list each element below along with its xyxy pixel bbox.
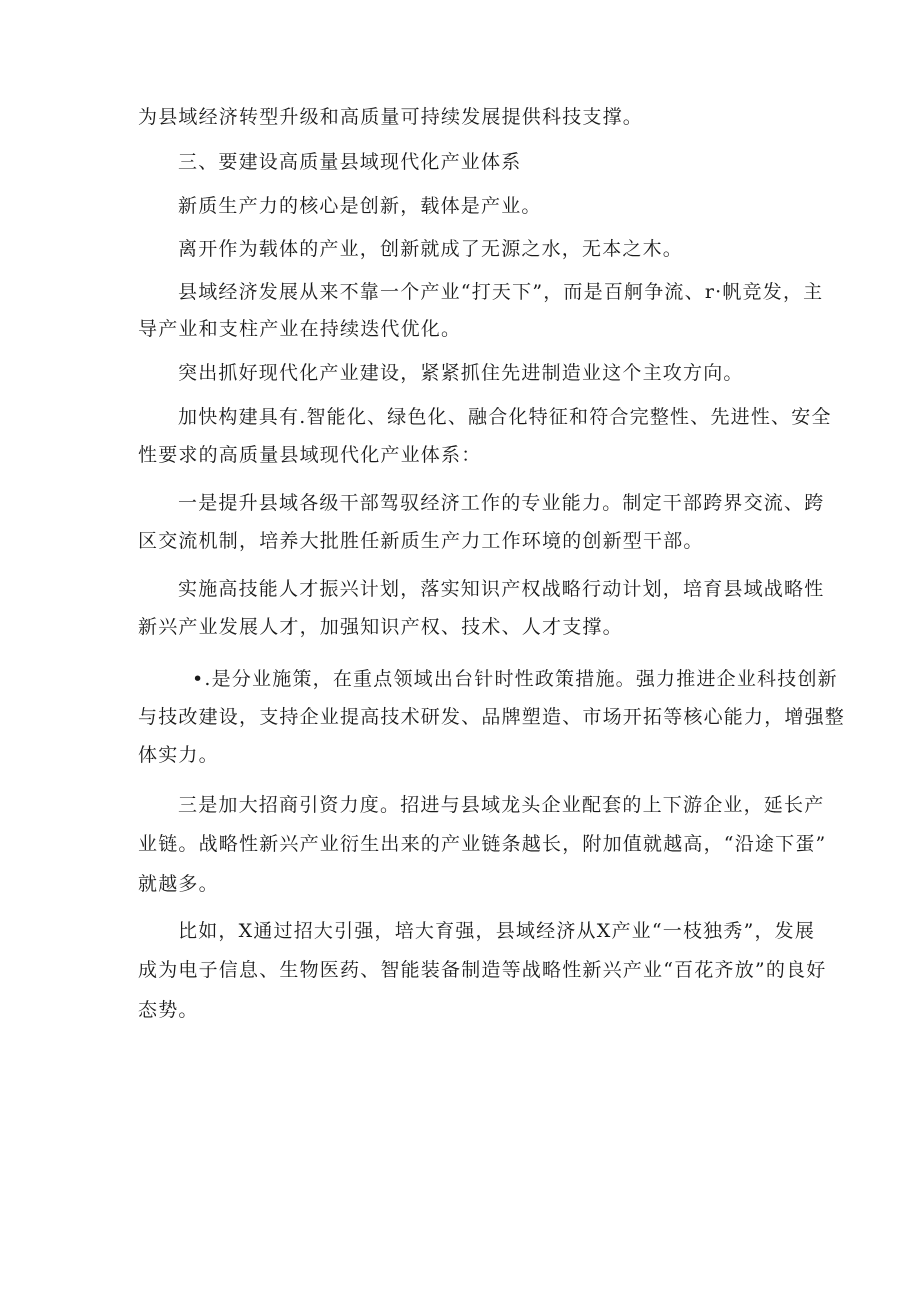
paragraph-line: 态势。 [138, 999, 199, 1021]
paragraph-line: 离开作为载体的产业，创新就成了无源之水，无本之木。 [178, 238, 684, 260]
paragraph-line: 比如，X通过招大引强，培大育强，县域经济从X产业“一枝独秀”，发展 [178, 920, 816, 942]
paragraph-line: 实施高技能人才振兴计划，落实知识产权战略行动计划，培育县域战略性 [178, 578, 825, 600]
paragraph-line: 体实力。 [138, 744, 219, 766]
paragraph-line: 与技改建设，支持企业提高技术研发、品牌塑造、市场开拓等核心能力，增强整 [138, 706, 846, 728]
paragraph-line: 新兴产业发展人才，加强知识产权、技术、人才支撑。 [138, 616, 623, 638]
paragraph-line: 业链。战略性新兴产业衍生出来的产业链条越长，附加值就越高，“沿途下蛋” [138, 833, 827, 855]
paragraph-line: 一是提升县域各级干部驾驭经济工作的专业能力。制定干部跨界交流、跨 [178, 492, 825, 514]
paragraph-line: 成为电子信息、生物医药、智能装备制造等战略性新兴产业“百花齐放”的良好 [138, 959, 827, 981]
paragraph-line: 三是加大招商引资力度。招进与县域龙头企业配套的上下游企业，延长产 [178, 794, 825, 816]
paragraph-line: 就越多。 [138, 873, 219, 895]
paragraph-line: •.是分业施策，在重点领域出台针时性政策措施。强力推进企业科技创新 [192, 668, 838, 690]
paragraph-line: 区交流机制，培养大批胜任新质生产力工作环境的创新型干部。 [138, 530, 704, 552]
paragraph-line: 突出抓好现代化产业建设，紧紧抓住先进制造业这个主攻方向。 [178, 362, 744, 384]
paragraph-line: 为县域经济转型升级和高质量可持续发展提供科技支撑。 [138, 106, 644, 128]
paragraph-line: 新质生产力的核心是创新，载体是产业。 [178, 195, 542, 217]
paragraph-line: 县域经济发展从来不靠一个产业“打天下”，而是百舸争流、r·帆竞发，主 [178, 281, 824, 303]
paragraph-line: 加快构建具有.智能化、绿色化、融合化特征和符合完整性、先进性、安全 [178, 406, 832, 428]
section-heading: 三、要建设高质量县域现代化产业体系 [178, 151, 522, 173]
paragraph-line: 性要求的高质量县域现代化产业体系： [138, 444, 482, 466]
paragraph-line: 导产业和支柱产业在持续迭代优化。 [138, 318, 462, 340]
